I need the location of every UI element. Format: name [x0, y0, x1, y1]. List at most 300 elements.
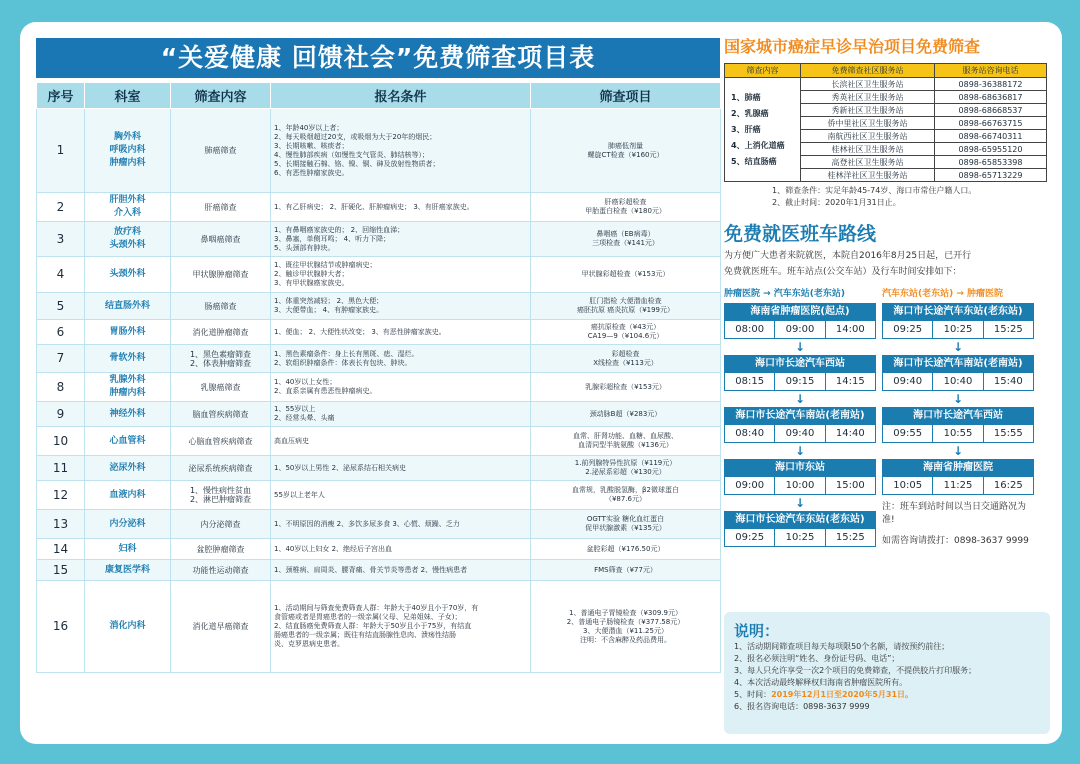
station-note: 1、筛查条件：实足年龄45-74岁、海口市常住户籍人口。: [772, 186, 977, 195]
bus-stop-name: 海口市长途汽车东站(老东站): [724, 511, 876, 529]
row-conditions: [271, 427, 531, 456]
table-row: [37, 373, 721, 402]
departure-time: 15:25: [983, 321, 1033, 338]
row-department: [85, 402, 171, 427]
route1-header: 肿瘤医院 → 汽车东站(老东站): [724, 289, 846, 299]
row-department: [85, 456, 171, 481]
route2-stops: [882, 303, 1034, 495]
departure-time: 10:25: [774, 529, 824, 546]
route-note: 注：班车到站时间以当日交通路况为准!: [882, 502, 1027, 525]
content-line: 肺癌筛查: [204, 146, 237, 155]
station-row: [725, 78, 1047, 91]
row-department: [85, 373, 171, 402]
content-line: 内分泌筛查: [200, 519, 241, 529]
station-table: [724, 63, 1047, 182]
table-row: [37, 510, 721, 539]
bus-section-title: 免费就医班车路线: [724, 223, 877, 245]
row-content: [171, 320, 271, 345]
disease-label: 3、肝癌: [731, 124, 761, 134]
bus-stop-name: 海南省肿瘤医院: [882, 459, 1034, 477]
department-line: 呼吸内科: [109, 145, 146, 155]
item-line: 促甲状腺激素（¥135元）: [585, 524, 666, 532]
explanation-phone: 6、报名咨询电话：0898-3637 9999: [734, 702, 870, 711]
table-row: [37, 109, 721, 193]
row-number: 16: [37, 581, 85, 673]
row-items: [531, 373, 721, 402]
station-phone: 0898-66763715: [935, 117, 1047, 130]
header-dept: 科室: [85, 83, 171, 109]
row-department: [85, 222, 171, 257]
department-line: 血液内科: [109, 489, 146, 500]
row-content: [171, 456, 271, 481]
row-number: 10: [37, 427, 85, 456]
condition-line: 1、不明原因的消瘦 2、多饮多尿多食 3、心慌、烦躁、乏力: [274, 519, 460, 528]
bus-stop-name: 海南省肿瘤医院(起点): [724, 303, 876, 321]
condition-line: 1、50岁以上男性 2、泌尿系结石相关病史: [274, 463, 407, 472]
row-conditions: [271, 456, 531, 481]
row-conditions: [271, 109, 531, 193]
table-row: [37, 427, 721, 456]
bus-desc-line: 免费就医班车。班车站点(公交车站）及行车时间安排如下：: [724, 267, 962, 277]
explanation-item: 2、报名必须注明“姓名、身份证号码、电话”；: [734, 654, 900, 663]
row-department: [85, 257, 171, 293]
explanation-item: 3、每人只允许享受一次2个项目的免费筛查，不提供胶片打印服务；: [734, 666, 977, 675]
station-name: 秀英社区卫生服务站: [801, 91, 935, 104]
row-number: 14: [37, 539, 85, 560]
right-panel: [724, 34, 1048, 547]
page-title: “关爱健康 回馈社会”免费筛查项目表: [36, 38, 720, 78]
table-row: [37, 345, 721, 373]
row-content: [171, 109, 271, 193]
row-department: [85, 345, 171, 373]
bus-desc-line: 为方便广大患者来院就医，本院自2016年8月25日起，已开行: [724, 251, 972, 261]
row-content: [171, 539, 271, 560]
content-line: 盆腔肿瘤筛查: [196, 544, 245, 554]
item-line: 1.前列腺特异性抗原（¥119元）: [574, 459, 677, 467]
content-line: 消化道早癌筛查: [192, 622, 249, 631]
disease-label: 2、乳腺癌: [731, 108, 769, 118]
row-conditions: [271, 293, 531, 320]
bus-stop-times: [882, 321, 1034, 339]
item-line: 血清同型半胱氨酸（¥136元）: [578, 441, 673, 449]
row-number: 5: [37, 293, 85, 320]
row-number: 12: [37, 481, 85, 510]
time-label: 5、时间：: [734, 690, 772, 699]
bus-stop-times: [724, 477, 876, 495]
row-number: 3: [37, 222, 85, 257]
condition-line: 1、有鼻咽癌家族史的； 2、回缩性血涕；: [274, 225, 405, 234]
departure-time: 08:40: [735, 428, 765, 439]
explanation-item: 1、活动期间筛查项目每天每项限50个名额，请按预约前往；: [734, 642, 950, 651]
departure-time: 08:00: [735, 324, 765, 335]
row-number: 13: [37, 510, 85, 539]
content-line: 1、黑色素瘤筛查: [189, 349, 252, 359]
condition-line: 1、40岁以上妇女 2、绝经后子宫出血: [274, 544, 393, 553]
bus-stop-times: [724, 529, 876, 547]
item-line: 彩超检查: [611, 349, 640, 358]
station-name: 长滨社区卫生服务站: [801, 78, 935, 91]
content-line: 乳腺癌筛查: [200, 382, 241, 392]
condition-line: 1、活动期间与筛查免费筛查人群：年龄大于40岁且小于70岁，有: [274, 604, 479, 612]
department-line: 头颈外科: [109, 269, 146, 279]
content-line: 甲状腺肿瘤筛查: [192, 270, 249, 279]
departure-time: 09:55: [893, 428, 923, 439]
row-number: 7: [37, 345, 85, 373]
bus-stop-name: 海口市长途汽车西站: [724, 355, 876, 373]
row-content: [171, 510, 271, 539]
row-content: [171, 560, 271, 581]
condition-line: 2、每天吸烟超过20支，或吸烟为大于20年的烟民；: [274, 132, 437, 141]
bus-description: [724, 248, 1048, 280]
condition-line: 2、结直肠癌免费筛查人群：年龄大于50岁且小于75岁，有结直: [274, 622, 472, 630]
time-value: 2019年12月1日至2020年5月31日。: [771, 690, 914, 699]
row-number: 6: [37, 320, 85, 345]
row-content: [171, 481, 271, 510]
department-line: 妇科: [118, 543, 137, 554]
explanation-title: 说明：: [734, 622, 780, 640]
station-header-phone: 服务站咨询电话: [935, 64, 1047, 78]
content-line: 泌尿系统疾病筛查: [188, 463, 253, 473]
station-header-row: [725, 64, 1047, 78]
department-line: 肝胆外科: [109, 195, 146, 205]
table-body: [37, 109, 721, 673]
station-phone: 0898-65853398: [935, 156, 1047, 169]
bus-stop-name: 海口市东站: [724, 459, 876, 477]
condition-line: 1、55岁以上: [274, 405, 316, 413]
department-line: 结直肠外科: [104, 300, 150, 311]
department-line: 乳腺外科: [109, 375, 146, 385]
poster-sheet: [20, 22, 1062, 744]
row-number: 15: [37, 560, 85, 581]
content-line: 心脑血管疾病筛查: [188, 436, 253, 446]
row-items: [531, 345, 721, 373]
item-line: 螺旋CT检查（¥160元）: [587, 150, 664, 159]
table-row: [37, 293, 721, 320]
condition-line: 1、40岁以上女性；: [274, 378, 337, 386]
departure-time: 14:15: [825, 373, 875, 390]
item-line: 癌抗原检查（¥43元）: [590, 323, 661, 331]
item-line: 乳腺彩超检查（¥153元）: [585, 382, 666, 391]
departure-time: 09:40: [774, 425, 824, 442]
row-content: [171, 193, 271, 222]
item-line: 血常规，乳酸脱氢酶，β2微球蛋白: [572, 486, 679, 494]
departure-time: 16:25: [983, 477, 1033, 494]
row-number: 4: [37, 257, 85, 293]
table-row: [37, 320, 721, 345]
route2-header: 汽车东站(老东站) → 肿瘤医院: [882, 289, 1004, 299]
condition-line: 4、慢性肺部疾病（如慢性支气管炎、肺结核等）；: [274, 150, 429, 159]
condition-line: 2、软组织肿瘤条件：体表长有包块、肿块。: [274, 358, 412, 367]
item-line: OGTT实验 糖化血红蛋白: [586, 515, 665, 523]
condition-line: 3、鼻塞，单侧耳鸣； 4、听力下降；: [274, 234, 391, 243]
table-header-row: [37, 83, 721, 109]
station-phone: 0898-68636817: [935, 91, 1047, 104]
departure-time: 15:40: [983, 373, 1033, 390]
row-content: [171, 427, 271, 456]
disease-label: 4、上消化道癌: [731, 140, 785, 150]
table-row: [37, 581, 721, 673]
departure-time: 10:25: [932, 321, 982, 338]
condition-line: 1、既往甲状腺结节或肿瘤病史；: [274, 261, 377, 269]
table-row: [37, 481, 721, 510]
row-items: [531, 481, 721, 510]
departure-time: 09:15: [774, 373, 824, 390]
content-line: 鼻咽癌筛查: [200, 234, 241, 244]
condition-line: 3、大便带血； 4、有肿瘤家族史。: [274, 306, 384, 314]
down-arrow-icon: ↓: [794, 496, 806, 510]
departure-time: 09:40: [893, 376, 923, 387]
table-row: [37, 456, 721, 481]
row-items: [531, 402, 721, 427]
item-line: 注明：不含麻醉及药品费用。: [580, 635, 671, 644]
row-content: [171, 345, 271, 373]
item-line: 血常、肝肾功能、血糖、血尿酸、: [573, 432, 678, 440]
station-notes: [724, 182, 1048, 209]
row-items: [531, 581, 721, 673]
departure-time: 10:05: [893, 480, 923, 491]
departure-time: 08:15: [735, 376, 765, 387]
bus-stop-name: 海口市长途汽车西站: [882, 407, 1034, 425]
station-diseases: [725, 78, 801, 182]
station-section-title: 国家城市癌症早诊早治项目免费筛查: [724, 37, 981, 56]
department-line: 肿瘤内科: [109, 158, 146, 168]
row-content: [171, 581, 271, 673]
row-items: [531, 539, 721, 560]
explanation-item: 4、本次活动最终解释权归海南省肿瘤医院所有。: [734, 678, 908, 687]
condition-line: 1、便血； 2、大便性状改变； 3、有恶性肿瘤家族史。: [274, 327, 446, 336]
departure-time: 10:00: [774, 477, 824, 494]
departure-time: 15:25: [825, 529, 875, 546]
item-line: 甲状腺彩超检查（¥153元）: [581, 270, 670, 278]
bus-stop-times: [724, 373, 876, 391]
item-line: 肛门指检 大便潜血检查: [589, 297, 662, 305]
content-line: 脑血管疾病筛查: [192, 409, 249, 419]
row-conditions: [271, 320, 531, 345]
content-line: 肝癌筛查: [204, 202, 237, 212]
condition-line: 3、有甲状腺癌家族史。: [274, 279, 349, 287]
table-row: [37, 402, 721, 427]
header-conditions: 报名条件: [271, 83, 531, 109]
content-line: 消化道肿瘤筛查: [192, 327, 249, 337]
row-department: [85, 320, 171, 345]
contact-phone: 如需咨询请拨打：0898-3637 9999: [882, 536, 1029, 546]
row-items: [531, 456, 721, 481]
condition-line: 1、有乙肝病史； 2、肝硬化、肝肿瘤病史； 3、有肝癌家族史。: [274, 202, 474, 211]
row-conditions: [271, 222, 531, 257]
row-department: [85, 293, 171, 320]
routes: [724, 303, 1048, 547]
department-line: 放疗科: [113, 227, 141, 237]
row-items: [531, 109, 721, 193]
department-line: 泌尿外科: [109, 462, 146, 473]
down-arrow-icon: ↓: [794, 340, 806, 354]
condition-line: 1、颈椎病、肩周炎、腰背痛、骨关节炎等患者 2、慢性病患者: [274, 565, 468, 574]
down-arrow-icon: ↓: [794, 444, 806, 458]
row-conditions: [271, 373, 531, 402]
table-row: [37, 539, 721, 560]
item-line: 鼻咽癌（EB病毒）: [596, 230, 655, 238]
station-phone: 0898-36388172: [935, 78, 1047, 91]
condition-line: 食管癌或者是胃癌患者的一级亲属(父母、兄弟姐妹、子女)；: [274, 613, 462, 621]
row-items: [531, 222, 721, 257]
condition-line: 5、长期接触石棉、铬、镍、铜、砷及放射性物质者；: [274, 159, 440, 168]
row-conditions: [271, 193, 531, 222]
row-conditions: [271, 510, 531, 539]
row-content: [171, 293, 271, 320]
condition-line: 5、头颈部有肿块。: [274, 243, 335, 252]
row-number: 8: [37, 373, 85, 402]
departure-time: 09:25: [735, 532, 765, 543]
row-number: 1: [37, 109, 85, 193]
row-conditions: [271, 257, 531, 293]
station-name: 桂林社区卫生服务站: [801, 143, 935, 156]
row-items: [531, 257, 721, 293]
condition-line: 2、经常头晕、头痛: [274, 414, 335, 422]
content-line: 2、体表肿瘤筛查: [189, 358, 252, 368]
row-items: [531, 560, 721, 581]
row-items: [531, 427, 721, 456]
station-phone: 0898-68668537: [935, 104, 1047, 117]
row-conditions: [271, 560, 531, 581]
department-line: 康复医学科: [104, 564, 150, 575]
disease-label: 5、结直肠癌: [731, 156, 777, 166]
item-line: CA19—9（¥104.6元）: [587, 332, 664, 340]
item-line: 癌胚抗原 癌炎抗原（¥199元）: [576, 306, 675, 314]
content-line: 1、慢性病性贫血: [189, 486, 252, 495]
station-header-name: 免费筛查社区服务站: [801, 64, 935, 78]
condition-line: 2、触诊甲状腺肿大者；: [274, 270, 349, 278]
table-row: [37, 222, 721, 257]
station-name: 高登社区卫生服务站: [801, 156, 935, 169]
header-content: 筛查内容: [171, 83, 271, 109]
down-arrow-icon: ↓: [794, 392, 806, 406]
departure-time: 14:00: [825, 321, 875, 338]
row-content: [171, 222, 271, 257]
down-arrow-icon: ↓: [952, 392, 964, 406]
row-content: [171, 402, 271, 427]
item-line: 甲胎蛋白检查（¥180元）: [585, 207, 666, 215]
station-body: [725, 78, 1047, 182]
header-items: 筛查项目: [531, 83, 721, 109]
departure-time: 09:00: [774, 321, 824, 338]
departure-time: 10:40: [932, 373, 982, 390]
department-line: 头颈外科: [109, 240, 146, 250]
condition-line: 高血压病史: [274, 436, 309, 445]
condition-line: 55岁以上老年人: [274, 490, 325, 499]
department-line: 胸外科: [113, 132, 141, 142]
row-department: [85, 481, 171, 510]
condition-line: 1、黑色素瘤条件：身上长有黑斑、痣、湿烂。: [274, 349, 419, 358]
item-line: 3、大便潜血（¥11.25元）: [583, 626, 668, 635]
route-headers: [724, 286, 1048, 299]
department-line: 神经外科: [109, 408, 146, 419]
departure-time: 14:40: [825, 425, 875, 442]
condition-line: 1、体重突然减轻； 2、黑色大便；: [274, 297, 384, 305]
screening-table-panel: [36, 38, 720, 673]
route1-timetable: [724, 303, 876, 547]
station-header-content: 筛查内容: [725, 64, 801, 78]
bus-stop-times: [882, 373, 1034, 391]
row-department: [85, 510, 171, 539]
row-conditions: [271, 581, 531, 673]
row-number: 11: [37, 456, 85, 481]
department-line: 心血管科: [109, 435, 146, 446]
bus-stop-times: [724, 321, 876, 339]
down-arrow-icon: ↓: [952, 444, 964, 458]
bus-stop-times: [724, 425, 876, 443]
station-name: 侨中里社区卫生服务站: [801, 117, 935, 130]
station-note: 2、截止时间：2020年1月31日止。: [772, 198, 901, 207]
station-phone: 0898-65955120: [935, 143, 1047, 156]
department-line: 内分泌科: [109, 518, 146, 529]
row-conditions: [271, 345, 531, 373]
row-conditions: [271, 539, 531, 560]
content-line: 肠癌筛查: [204, 301, 237, 311]
item-line: 盆腔彩超（¥176.50元）: [586, 544, 665, 553]
department-line: 肿瘤内科: [109, 388, 146, 398]
item-line: 2.泌尿系彩超（¥130元）: [585, 468, 666, 476]
down-arrow-icon: ↓: [952, 340, 964, 354]
item-line: 肺癌低剂量: [608, 141, 643, 150]
station-name: 秀新社区卫生服务站: [801, 104, 935, 117]
station-name: 桂林洋社区卫生服务站: [801, 169, 935, 182]
item-line: 三项检查（¥141元）: [592, 239, 659, 247]
row-conditions: [271, 481, 531, 510]
row-number: 9: [37, 402, 85, 427]
row-items: [531, 193, 721, 222]
header-no: 序号: [37, 83, 85, 109]
table-row: [37, 257, 721, 293]
row-content: [171, 257, 271, 293]
item-line: 1、普通电子胃镜检查（¥309.9元）: [569, 608, 682, 617]
station-phone: 0898-65713229: [935, 169, 1047, 182]
condition-line: 1、年龄40岁以上者；: [274, 123, 344, 132]
departure-time: 11:25: [932, 477, 982, 494]
row-department: [85, 539, 171, 560]
department-line: 胃肠外科: [109, 326, 146, 337]
condition-line: 肠癌患者的一级亲属；既往有结直肠腺性息肉、溃疡性结肠: [274, 631, 456, 639]
department-line: 消化内科: [109, 621, 146, 631]
content-line: 功能性运动筛查: [192, 565, 249, 575]
condition-line: 2、直系亲属有患恶性肿瘤病史。: [274, 387, 377, 395]
row-items: [531, 320, 721, 345]
item-line: X线检查（¥113元）: [593, 358, 658, 367]
row-content: [171, 373, 271, 402]
row-conditions: [271, 402, 531, 427]
item-line: （¥87.6元）: [604, 495, 647, 503]
screening-table: [36, 82, 721, 673]
bus-stop-name: 海口市长途汽车南站(老南站): [724, 407, 876, 425]
item-line: FMS筛查（¥77元）: [594, 565, 657, 574]
content-line: 2、淋巴肿瘤筛查: [189, 495, 252, 504]
item-line: 颈动脉B超（¥283元）: [589, 409, 662, 418]
bus-stop-name: 海口市长途汽车南站(老南站): [882, 355, 1034, 373]
row-department: [85, 193, 171, 222]
row-items: [531, 293, 721, 320]
disease-label: 1、肺癌: [731, 92, 761, 102]
bus-stop-times: [882, 477, 1034, 495]
route2-timetable: [882, 303, 1034, 547]
departure-time: 09:00: [735, 480, 765, 491]
department-line: 介入科: [113, 208, 141, 218]
explanation-time: [734, 689, 1040, 701]
table-row: [37, 193, 721, 222]
condition-line: 3、长期咳嗽、咳痰者；: [274, 141, 349, 150]
item-line: 肝癌彩超检查: [604, 198, 647, 206]
departure-time: 10:55: [932, 425, 982, 442]
station-phone: 0898-66740311: [935, 130, 1047, 143]
condition-line: 6、有恶性肿瘤家族史。: [274, 168, 349, 177]
